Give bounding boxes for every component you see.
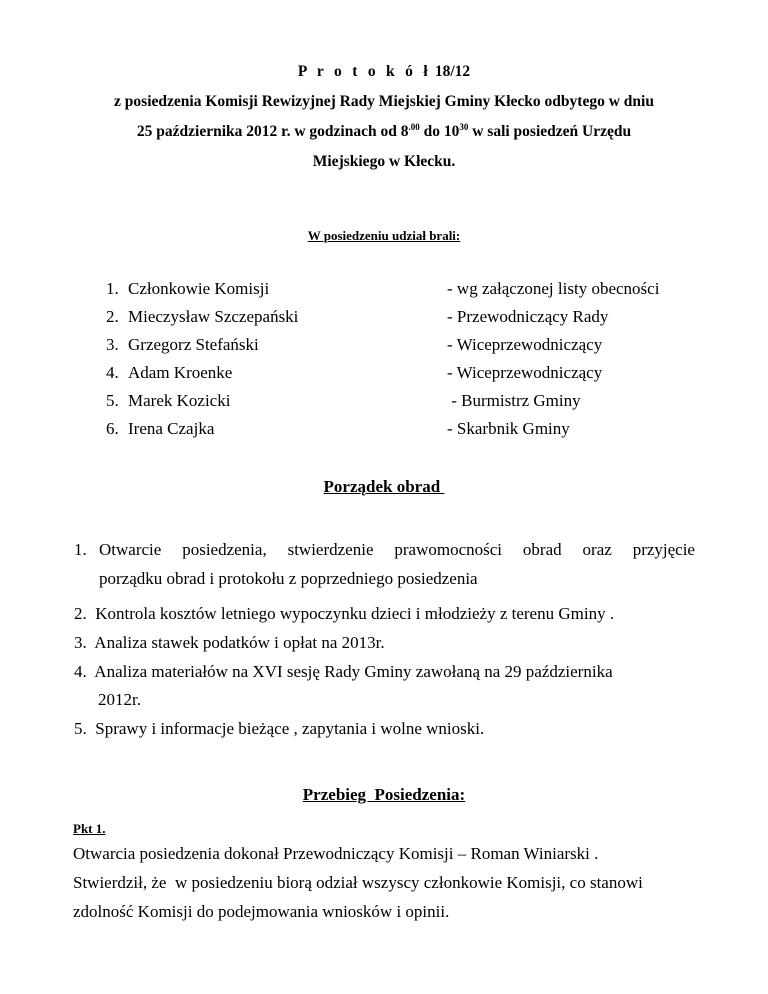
attendee-name: 2. Mieczysław Szczepański bbox=[106, 307, 299, 326]
attendee-role: - Wiceprzewodniczący bbox=[447, 335, 603, 354]
paragraph-line: Otwarcia posiedzenia dokonał Przewodniczący Komisji – Roman Winiarski . bbox=[73, 844, 599, 863]
paragraph-line: Stwierdził, że w posiedzeniu biorą odział wszyscy członkowie Komisji, co stanowi bbox=[73, 873, 643, 892]
attendee-name: 1. Członkowie Komisji bbox=[106, 279, 270, 298]
attendee-name: 5. Marek Kozicki bbox=[106, 391, 231, 410]
agenda-heading: Porządek obrad bbox=[323, 477, 445, 496]
agenda-item-4-continuation: 2012r. bbox=[98, 690, 141, 709]
agenda-item-5: 5. Sprawy i informacje bieżące , zapytania i wolne wnioski. bbox=[74, 719, 485, 738]
attendee-name: 3. Grzegorz Stefański bbox=[106, 335, 259, 354]
agenda-item-3: 3. Analiza stawek podatków i opłat na 2013r. bbox=[74, 633, 385, 652]
attendance-heading: W posiedzeniu udział brali: bbox=[307, 228, 461, 243]
paragraph-line: zdolność Komisji do podejmowania wniosków i opinii. bbox=[73, 902, 450, 921]
time-end-sup: 30 bbox=[459, 122, 469, 132]
agenda-item-1: 1. Otwarcie posiedzenia, stwierdzenie prawomocności obrad oraz przyjęcie bbox=[74, 540, 695, 559]
proceedings-heading: Przebieg Posiedzenia: bbox=[302, 785, 466, 804]
attendee-name: 6. Irena Czajka bbox=[106, 419, 215, 438]
protocol-title bbox=[0, 63, 768, 81]
title-number: 18/12 bbox=[434, 63, 471, 80]
attendee-role: - Wiceprzewodniczący bbox=[447, 363, 603, 382]
attendee-role: - Burmistrz Gminy bbox=[447, 391, 581, 410]
attendee-role: - Przewodniczący Rady bbox=[447, 307, 609, 326]
agenda-item-2: 2. Kontrola kosztów letniego wypoczynku dzieci i młodzieży z terenu Gminy . bbox=[74, 604, 615, 623]
subtitle-line-2-b: do 10 bbox=[419, 123, 460, 140]
title-spaced: P r o t o k ó ł bbox=[297, 63, 431, 80]
subtitle-line-2-c: w sali posiedzeń Urzędu bbox=[468, 123, 632, 140]
attendee-name: 4. Adam Kroenke bbox=[106, 363, 233, 382]
attendee-role: - Skarbnik Gminy bbox=[447, 419, 570, 438]
time-start-sup: .00 bbox=[408, 122, 420, 132]
subtitle-line-2 bbox=[0, 123, 768, 141]
attendee-role: - wg załączonej listy obecności bbox=[447, 279, 660, 298]
agenda-item-4: 4. Analiza materiałów na XVI sesję Rady Gminy zawołaną na 29 października bbox=[74, 662, 613, 681]
subtitle-line-1: z posiedzenia Komisji Rewizyjnej Rady Miejskiej Gminy Kłecko odbytego w dniu bbox=[114, 93, 654, 110]
subtitle-line-3: Miejskiego w Kłecku. bbox=[312, 153, 456, 170]
subtitle-line-2-a: 25 października 2012 r. w godzinach od 8 bbox=[136, 123, 409, 140]
point-label: Pkt 1. bbox=[73, 821, 106, 836]
agenda-item-1-continuation: porządku obrad i protokołu z poprzedniego posiedzenia bbox=[99, 569, 478, 588]
